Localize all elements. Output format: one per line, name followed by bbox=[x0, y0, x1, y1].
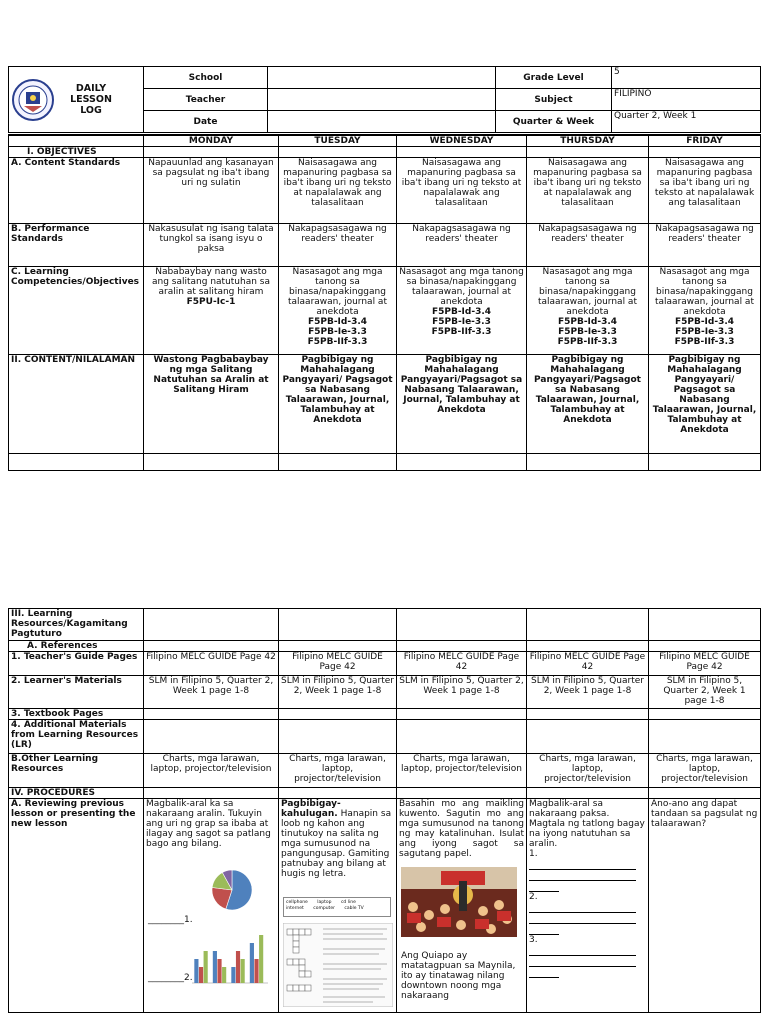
performance-friday: Nakapagsasagawa ng readers' theater bbox=[649, 224, 761, 267]
content-standard-wednesday: Naisasagawa ang mapanuring pagbasa sa iba't ibang uri ng teksto at napalalawak ang talasalitaan bbox=[397, 158, 527, 224]
word-box bbox=[283, 897, 391, 917]
content-standard-monday: Napauunlad ang kasanayan sa pagsulat ng iba't ibang uri ng sulatin bbox=[144, 158, 279, 224]
other-wednesday: Charts, mga larawan, laptop, projector/television bbox=[397, 754, 527, 788]
word-box-item: computer bbox=[313, 906, 335, 911]
bar bbox=[217, 959, 221, 983]
competency-text: Nasasagot ang mga tanong sa binasa/napakinggang talaarawan, journal at anekdota bbox=[399, 267, 524, 307]
performance-thursday: Nakapagsasagawa ng readers' theater bbox=[527, 224, 649, 267]
references-label: A. References bbox=[9, 641, 144, 652]
answer-line[interactable] bbox=[529, 859, 636, 870]
deped-seal-icon bbox=[11, 78, 55, 122]
competency-codes: F5PU-Ic-1 bbox=[186, 297, 236, 307]
tg-thursday: Filipino MELC GUIDE Page 42 bbox=[527, 652, 649, 676]
learners-materials-label: 2. Learner's Materials bbox=[9, 676, 144, 709]
header-table bbox=[8, 66, 761, 133]
performance-monday: Nakasusulat ng isang talata tungkol sa isang isyu o paksa bbox=[144, 224, 279, 267]
other-resources-label: B.Other Learning Resources bbox=[9, 754, 144, 788]
competency-text: Nasasagot ang mga tanong sa binasa/napakinggang talaarawan, journal at anekdota bbox=[655, 267, 754, 317]
competency-codes: F5PB-Id-3.4 F5PB-Ie-3.3 F5PB-IIf-3.3 bbox=[557, 317, 618, 347]
tg-tuesday: Filipino MELC GUIDE Page 42 bbox=[279, 652, 397, 676]
grade-label: Grade Level bbox=[496, 67, 612, 89]
tuesday-rest: Hanapin sa loob ng kahon ang tinutukoy na salita ng mga sumusunod na pangungusap. Gamiting patnubay ang bilang at hugis ng letra. bbox=[281, 809, 392, 879]
crossword-puzzle-image bbox=[283, 923, 393, 1007]
thursday-item-2[interactable] bbox=[529, 892, 646, 935]
content-wednesday: Pagbibigay ng Mahahalagang Pangyayari/Pagsagot sa Nabasang Talaarawan, Journal, Talambuhay at Anekdota bbox=[397, 355, 527, 454]
school-label: School bbox=[144, 67, 268, 89]
other-thursday: Charts, mga larawan, laptop, projector/television bbox=[527, 754, 649, 788]
review-friday: Ano-ano ang dapat tandaan sa pagsulat ng talaarawan? bbox=[649, 799, 761, 1013]
quarter-label: Quarter & Week bbox=[496, 111, 612, 133]
word-box-item: cd line bbox=[340, 900, 356, 905]
bar bbox=[213, 951, 217, 983]
lm-wednesday: SLM in Filipino 5, Quarter 2, Week 1 page 1-8 bbox=[397, 676, 527, 709]
bar bbox=[194, 959, 198, 983]
resources-table bbox=[8, 608, 761, 1013]
pie-chart bbox=[202, 865, 262, 915]
quarter-value[interactable]: Quarter 2, Week 1 bbox=[612, 111, 761, 133]
quiapo-caption: Ang Quiapo ay matatagpuan sa Maynila, ito ay tinatawag nilang downtown noong mga nakaraang bbox=[401, 951, 516, 1001]
quiapo-procession-photo bbox=[401, 867, 517, 937]
other-tuesday: Charts, mga larawan, laptop, projector/television bbox=[279, 754, 397, 788]
lm-thursday: SLM in Filipino 5, Quarter 2, Week 1 page 1-8 bbox=[527, 676, 649, 709]
bar bbox=[241, 959, 245, 983]
bar-chart bbox=[186, 931, 270, 987]
content-label: II. CONTENT/NILALAMAN bbox=[9, 355, 144, 454]
competency-monday bbox=[144, 267, 279, 355]
answer-line[interactable] bbox=[529, 956, 636, 967]
tuesday-bold: Pagbibigay-kahulugan. bbox=[281, 799, 341, 819]
lm-monday: SLM in Filipino 5, Quarter 2, Week 1 page 1-8 bbox=[144, 676, 279, 709]
item-number: 3. bbox=[529, 935, 538, 945]
tg-friday: Filipino MELC GUIDE Page 42 bbox=[649, 652, 761, 676]
teachers-guide-label: 1. Teacher's Guide Pages bbox=[9, 652, 144, 676]
content-standard-thursday: Naisasagawa ang mapanuring pagbasa sa iba't ibang uri ng teksto at napalalawak ang talasalitaan bbox=[527, 158, 649, 224]
day-wednesday: WEDNESDAY bbox=[397, 135, 527, 147]
competency-wednesday bbox=[397, 267, 527, 355]
graph-blank-2[interactable]: ________2. bbox=[148, 973, 193, 983]
grade-value[interactable]: 5 bbox=[612, 67, 761, 89]
answer-line[interactable] bbox=[529, 870, 636, 881]
competency-friday bbox=[649, 267, 761, 355]
lm-friday: SLM in Filipino 5, Quarter 2, Week 1 page 1-8 bbox=[649, 676, 761, 709]
content-monday: Wastong Pagbabaybay ng mga Salitang Natutuhan sa Aralin at Salitang Hiram bbox=[144, 355, 279, 454]
review-thursday-text: Magbalik-aral sa nakaraang paksa. Magtala ng tatlong bagay na iyong natutuhan sa aralin. bbox=[529, 799, 645, 849]
thursday-item-3[interactable] bbox=[529, 935, 646, 978]
competency-text: Nababaybay nang wasto ang salitang natutuhan sa aralin at salitang hiram bbox=[152, 267, 270, 297]
review-tuesday bbox=[279, 799, 397, 1013]
competency-thursday bbox=[527, 267, 649, 355]
competency-codes: F5PB-Id-3.4 F5PB-Ie-3.3 F5PB-IIf-3.3 bbox=[431, 307, 492, 337]
competency-codes: F5PB-Id-3.4 F5PB-Ie-3.3 F5PB-IIf-3.3 bbox=[674, 317, 735, 347]
blank-corner bbox=[9, 135, 144, 147]
bar bbox=[204, 951, 208, 983]
competency-codes: F5PB-Id-3.4 F5PB-Ie-3.3 F5PB-IIf-3.3 bbox=[307, 317, 368, 347]
answer-line[interactable] bbox=[529, 902, 636, 913]
item-number: 1. bbox=[529, 849, 538, 859]
textbook-label: 3. Textbook Pages bbox=[9, 709, 144, 720]
content-standard-tuesday: Naisasagawa ang mapanuring pagbasa sa iba't ibang uri ng teksto at napalalawak ang talasalitaan bbox=[279, 158, 397, 224]
performance-tuesday: Nakapagsasagawa ng readers' theater bbox=[279, 224, 397, 267]
word-box-item: cellphone bbox=[286, 900, 308, 905]
content-standards-label: A. Content Standards bbox=[9, 158, 144, 224]
bar bbox=[231, 967, 235, 983]
review-wednesday bbox=[397, 799, 527, 1013]
date-value[interactable] bbox=[268, 111, 496, 133]
review-monday bbox=[144, 799, 279, 1013]
teacher-value[interactable] bbox=[268, 89, 496, 111]
answer-line[interactable] bbox=[529, 881, 559, 892]
lm-tuesday: SLM in Filipino 5, Quarter 2, Week 1 page 1-8 bbox=[279, 676, 397, 709]
teacher-label: Teacher bbox=[144, 89, 268, 111]
answer-line[interactable] bbox=[529, 913, 636, 924]
objectives-table bbox=[8, 134, 761, 471]
competency-tuesday bbox=[279, 267, 397, 355]
bar bbox=[250, 943, 254, 983]
bar bbox=[236, 951, 240, 983]
tg-wednesday: Filipino MELC GUIDE Page 42 bbox=[397, 652, 527, 676]
subject-value[interactable]: FILIPINO bbox=[612, 89, 761, 111]
answer-line[interactable] bbox=[529, 945, 636, 956]
document-title: DAILY LESSON LOG bbox=[70, 83, 112, 116]
review-monday-text: Magbalik-aral ka sa nakaraang aralin. Tukuyin ang uri ng grap sa ibaba at ilagay ang sagot sa patlang bago ang bilang. bbox=[146, 799, 271, 849]
content-tuesday: Pagbibigay ng Mahahalagang Pangyayari/ Pagsagot sa Nabasang Talaarawan, Journal, Talambuhay at Anekdota bbox=[279, 355, 397, 454]
bar bbox=[222, 967, 226, 983]
item-number: 2. bbox=[529, 892, 538, 902]
day-monday: MONDAY bbox=[144, 135, 279, 147]
resources-label: III. Learning Resources/Kagamitang Pagtuturo bbox=[9, 609, 144, 641]
procedures-label: IV. PROCEDURES bbox=[9, 788, 144, 799]
content-thursday: Pagbibigay ng Mahahalagang Pangyayari/Pagsagot sa Nabasang Talaarawan, Journal, Talambuhay at Anekdota bbox=[527, 355, 649, 454]
competencies-label: C. Learning Competencies/Objectives bbox=[9, 267, 144, 355]
content-standard-friday: Naisasagawa ang mapanuring pagbasa sa iba't ibang uri ng teksto at napalalawak ang talasalitaan bbox=[649, 158, 761, 224]
word-box-item: laptop bbox=[317, 900, 332, 905]
bar bbox=[199, 967, 203, 983]
answer-line[interactable] bbox=[529, 924, 559, 935]
review-label: A. Reviewing previous lesson or presenting the new lesson bbox=[9, 799, 144, 1013]
day-friday: FRIDAY bbox=[649, 135, 761, 147]
subject-label: Subject bbox=[496, 89, 612, 111]
bar bbox=[254, 959, 258, 983]
day-tuesday: TUESDAY bbox=[279, 135, 397, 147]
thursday-item-1[interactable] bbox=[529, 849, 646, 892]
word-box-item: internet bbox=[286, 906, 304, 911]
objectives-heading: I. OBJECTIVES bbox=[9, 147, 144, 158]
performance-wednesday: Nakapagsasagawa ng readers' theater bbox=[397, 224, 527, 267]
school-value[interactable] bbox=[268, 67, 496, 89]
word-box-item: cable TV bbox=[344, 906, 364, 911]
performance-standards-label: B. Performance Standards bbox=[9, 224, 144, 267]
other-friday: Charts, mga larawan, laptop, projector/television bbox=[649, 754, 761, 788]
graph-blank-1[interactable]: ________1. bbox=[148, 915, 193, 925]
competency-text: Nasasagot ang mga tanong sa binasa/napakinggang talaarawan, journal at anekdota bbox=[288, 267, 387, 317]
tg-monday: Filipino MELC GUIDE Page 42 bbox=[144, 652, 279, 676]
date-label: Date bbox=[144, 111, 268, 133]
day-thursday: THURSDAY bbox=[527, 135, 649, 147]
answer-line[interactable] bbox=[529, 967, 559, 978]
review-thursday bbox=[527, 799, 649, 1013]
bar bbox=[259, 935, 263, 983]
review-tuesday-text bbox=[281, 799, 394, 879]
lr-label: 4. Additional Materials from Learning Resources (LR) bbox=[9, 720, 144, 754]
review-wednesday-text: Basahin mo ang maikling kuwento. Sagutin mo ang mga sumusunod na tanong ng may katalinuhan. Isulat ang iyong sagot sa sagutang papel. bbox=[399, 799, 524, 859]
other-monday: Charts, mga larawan, laptop, projector/television bbox=[144, 754, 279, 788]
header-brand-cell bbox=[9, 67, 144, 133]
competency-text: Nasasagot ang mga tanong sa binasa/napakinggang talaarawan, journal at anekdota bbox=[538, 267, 637, 317]
content-friday: Pagbibigay ng Mahahalagang Pangyayari/ Pagsagot sa Nabasang Talaarawan, Journal, Talambuhay at Anekdota bbox=[649, 355, 761, 454]
